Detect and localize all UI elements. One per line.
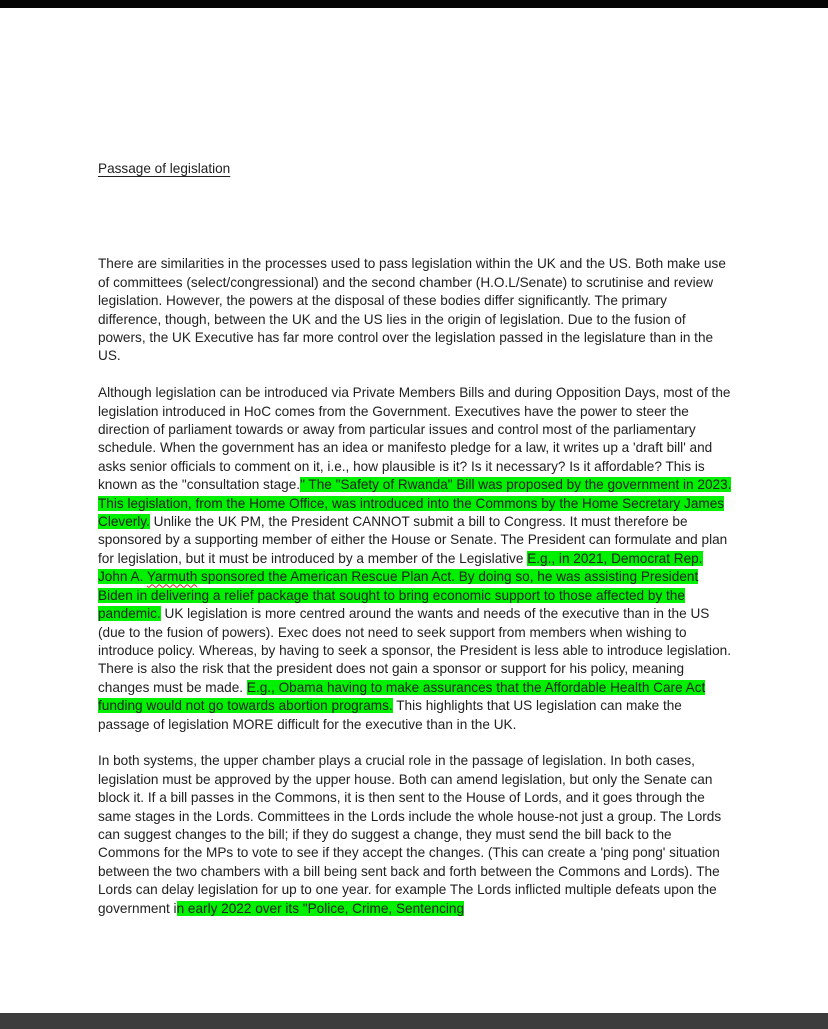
highlighted-text: " The "Safety of Rwanda" Bill was proposed by the government in 2023. This legislation, from the Home Office, was introduced into the Commons by the Home Secretary James Cleverly. <box>98 477 732 530</box>
highlighted-text-spellcheck: Yarmuth <box>146 569 198 585</box>
highlighted-text: E.g., in 2021, Democrat Rep. John A. <box>98 550 703 585</box>
highlighted-text: E.g., Obama having to make assurances that the Affordable Health Care Act funding would not go towards abortion programs. <box>98 679 706 714</box>
text-segment: This highlights that US legislation can make the passage of legislation MORE difficult for the executive than in the UK. <box>98 698 682 732</box>
highlighted-text: n early 2022 over its "Police, Crime, Sentencing <box>176 900 465 916</box>
document-title: Passage of legislation <box>98 161 231 176</box>
highlighted-text: sponsored the American Rescue Plan Act. By doing so, he was assisting President Biden in delivering a relief package that sought to bring economic support to those affected by the pandemic. <box>98 569 699 622</box>
bottom-bar <box>0 1013 828 1029</box>
text-segment: In both systems, the upper chamber plays a crucial role in the passage of legislation. In both cases, legislation must be approved by the upper house. Both can amend legislation, but only the Senate can block it. If a bill passes in the Commons, it is then sent to the House of Lords, and it goes through the same stages in the Lords. Committees in the Lords include the whole house-not just a group. The Lords can suggest changes to the bill; if they do suggest a change, they must send the bill back to the Commons for the MPs to vote to see if they accept the changes. (This can create a 'ping pong' situation between the two chambers with a bill being sent back and forth between the Commons and Lords). The Lords can delay legislation for up to one year. for example The Lords inflicted multiple defeats upon the government i <box>98 753 722 916</box>
text-segment: Although legislation can be introduced via Private Members Bills and during Opposition Days, most of the legislation introduced in HoC comes from the Government. Executives have the power to steer the direction of parliament towards or away from particular issues and control most of the parliamentary schedule. When the government has an idea or manifesto pledge for a law, it writes up a 'draft bill' and asks senior officials to comment on it, i.e., how plausible is it? Is it necessary? Is it affordable? This is known as the "consultation stage. <box>98 385 731 493</box>
document-canvas[interactable] <box>98 8 732 936</box>
paragraph-1 <box>98 255 732 365</box>
text-segment: Unlike the UK PM, the President CANNOT submit a bill to Congress. It must therefore be sponsored by a supporting member of either the House or Senate. The President can formulate and plan for legislation, but it must be introduced by a member of the Legislative <box>98 514 728 566</box>
paragraph-3 <box>98 752 732 918</box>
paragraph-2 <box>98 384 732 734</box>
text-segment: There are similarities in the processes used to pass legislation within the UK and the US. Both make use of committees (select/congressional) and the second chamber (H.O.L/Senate) to scrutinise and review legislation. However, the powers at the disposal of these bodies differ significantly. The primary difference, though, between the UK and the US lies in the origin of legislation. Due to the fusion of powers, the UK Executive has far more control over the legislation passed in the legislature than in the US. <box>98 256 726 364</box>
top-bar <box>0 0 828 8</box>
text-segment: UK legislation is more centred around the wants and needs of the executive than in the US (due to the fusion of powers). Exec does not need to seek support from members when wishing to introduce policy. Whereas, by having to seek a sponsor, the President is less able to introduce legislation. There is also the risk that the president does not gain a sponsor or support for his policy, meaning changes must be made. <box>98 606 731 695</box>
